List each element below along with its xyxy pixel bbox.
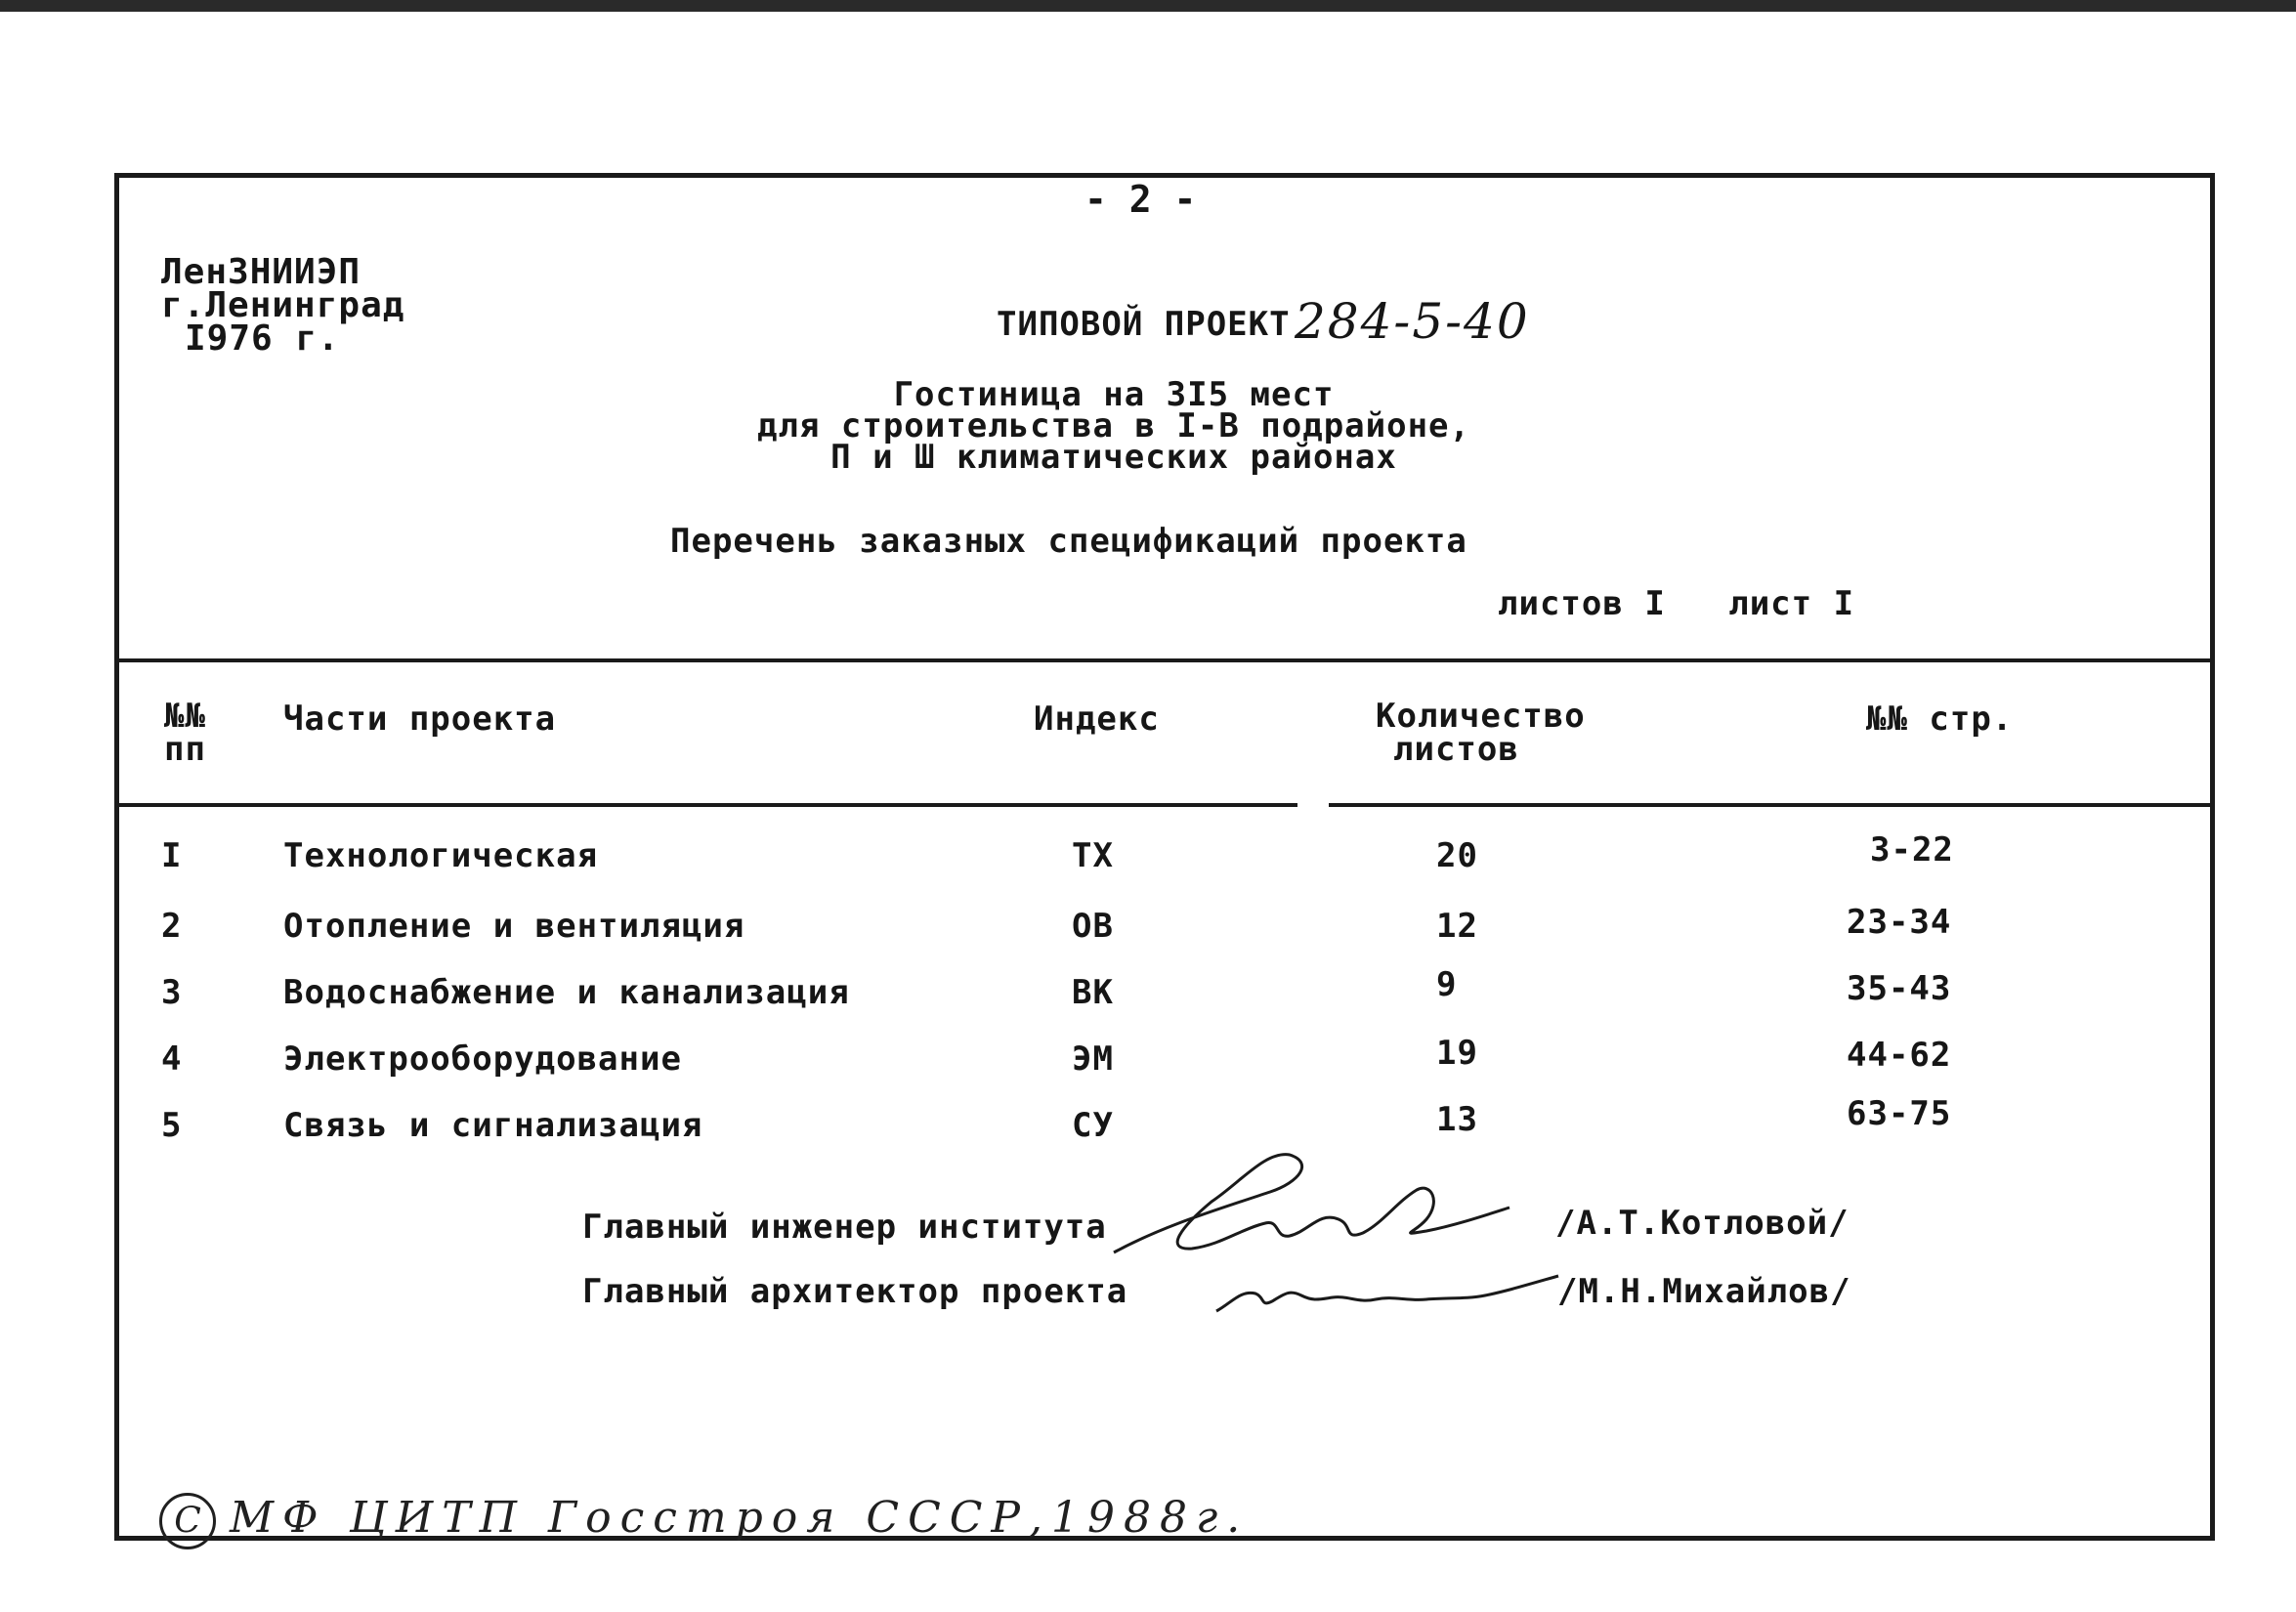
page-number: - 2 - [1084, 178, 1197, 221]
row-number: 2 [161, 907, 183, 946]
row-pages: 35-43 [1847, 969, 1952, 1008]
row-pages: 23-34 [1847, 903, 1952, 942]
row-number: I [161, 836, 183, 875]
organization-year: I976 г. [185, 318, 340, 359]
row-index: ТХ [1072, 836, 1114, 875]
copyright-symbol: С [159, 1493, 216, 1549]
header-count-line-1: Количество [1376, 697, 1586, 736]
chief-engineer-name: /А.Т.Котловой/ [1555, 1204, 1850, 1243]
row-part: Отопление и вентиляция [283, 907, 745, 946]
project-number: 284-5-40 [1295, 293, 1530, 350]
row-index: ЭМ [1072, 1039, 1114, 1079]
title-line-2: для строительства в I-В подрайоне, [757, 406, 1470, 445]
row-pages: 63-75 [1847, 1094, 1952, 1133]
row-pages: 3-22 [1870, 830, 1954, 870]
table-header-rule-right [1329, 803, 2215, 807]
sheet-label: лист [1728, 584, 1813, 623]
header-number [164, 697, 206, 769]
chief-architect-role: Главный архитектор проекта [582, 1272, 1128, 1311]
table-top-rule [117, 658, 2215, 662]
title-line-1: Гостиница на 3I5 мест [893, 375, 1335, 414]
row-part: Связь и сигнализация [283, 1106, 703, 1145]
chief-architect-name: /М.Н.Михайлов/ [1557, 1272, 1851, 1311]
row-number: 3 [161, 973, 183, 1012]
row-count: 12 [1436, 907, 1478, 946]
table-row [0, 1034, 2296, 1079]
header-pages: №№ стр. [1866, 700, 2014, 739]
row-number: 4 [161, 1039, 183, 1079]
project-label: ТИПОВОЙ ПРОЕКТ [997, 305, 1291, 344]
title-line-3: П и Ш климатических районах [830, 438, 1397, 477]
document-title: Перечень заказных спецификаций проекта [670, 522, 1467, 561]
sheet-value: I [1833, 584, 1855, 623]
sheets-total-value: I [1644, 584, 1666, 623]
table-row [0, 1094, 2296, 1145]
row-index: ВК [1072, 973, 1114, 1012]
row-part: Электрооборудование [283, 1039, 682, 1079]
table-header-rule-left [117, 803, 1297, 807]
table-row [0, 830, 2296, 875]
row-index: СУ [1072, 1106, 1114, 1145]
row-pages: 44-62 [1847, 1036, 1952, 1075]
header-count [1376, 697, 1586, 769]
header-count-line-2: листов [1393, 730, 1519, 769]
row-part: Водоснабжение и канализация [283, 973, 850, 1012]
row-part: Технологическая [283, 836, 599, 875]
row-count: 9 [1436, 965, 1458, 1004]
organization-name: ЛенЗНИИЭП [161, 252, 361, 292]
row-count: 13 [1436, 1100, 1478, 1139]
sheets-total-label: листов [1498, 584, 1624, 623]
header-index: Индекс [1034, 700, 1160, 739]
chief-engineer-signature [1104, 1143, 1514, 1270]
sheets-info [1498, 584, 1854, 623]
table-row [0, 965, 2296, 1012]
copyright-text: МФ ЦИТП Госстроя СССР,1988г. [230, 1493, 1250, 1543]
row-count: 19 [1436, 1034, 1478, 1073]
header-number-line-2: пп [164, 730, 206, 769]
row-count: 20 [1436, 836, 1478, 875]
organization-city: г.Ленинград [161, 285, 405, 325]
header-number-line-1: №№ [164, 697, 206, 736]
header-part: Части проекта [283, 700, 557, 739]
copyright-stamp [159, 1493, 1249, 1549]
scan-edge [0, 0, 2296, 12]
row-index: ОВ [1072, 907, 1114, 946]
organization-block [161, 252, 405, 359]
row-number: 5 [161, 1106, 183, 1145]
table-row [0, 903, 2296, 946]
chief-engineer-role: Главный инженер института [582, 1208, 1107, 1247]
chief-architect-signature [1212, 1260, 1563, 1319]
